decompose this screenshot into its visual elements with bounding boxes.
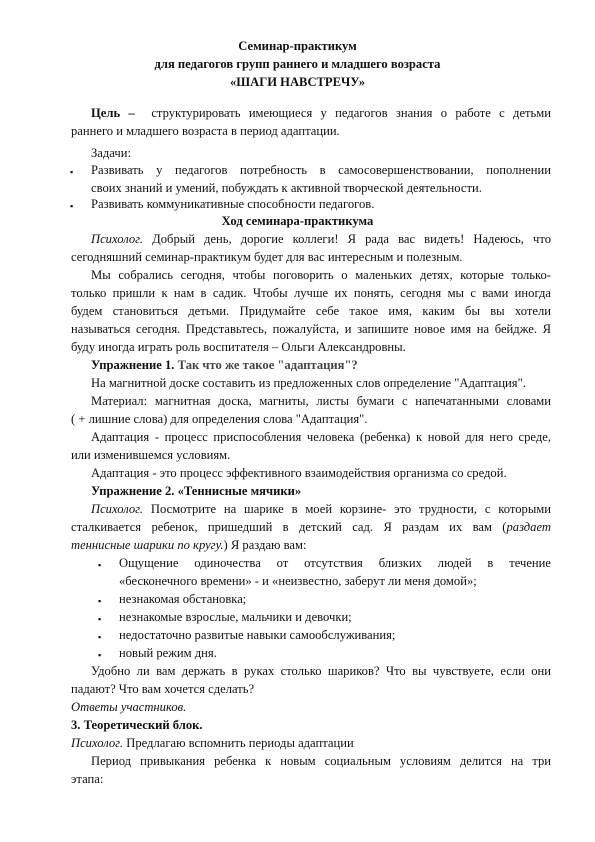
title-line-1: Семинар-практикум (238, 39, 357, 53)
bullet-icon: ▪ (70, 201, 74, 211)
goal-line-1 (91, 105, 551, 123)
bullet-icon: ▪ (98, 650, 102, 660)
exercise-2-line-3 (71, 537, 551, 555)
exercise-2-line-1 (91, 501, 551, 519)
theory-line-2: Период привыкания ребенка к новым социальным условиям делится на три (91, 754, 551, 768)
intro-line-4: только пришли к нам в садик. Чтобы лучше их понять, сегодня мы с вами иногда (71, 286, 551, 300)
goal-text-1: структурировать имеющиеся у педагогов знания о работе с детьми (151, 106, 552, 120)
section-title-progress: Ход семинара-практикума (221, 214, 374, 228)
task-2: Развивать коммуникативные способности педагогов. (91, 197, 375, 211)
intro-line-2: сегодняшний семинар-практикум будет для вас интересным и полезным. (71, 250, 463, 264)
task-1-line-2: своих знаний и умений, побуждать к активной творческой деятельности. (91, 181, 482, 195)
theory-text-1: Предлагаю вспомнить периоды адаптации (126, 736, 354, 750)
bullet-icon: ▪ (98, 632, 102, 642)
intro-line-1 (91, 231, 551, 249)
title-line-3: «ШАГИ НАВСТРЕЧУ» (229, 75, 366, 89)
bullet-icon: ▪ (70, 167, 74, 177)
exercise-1-line-4: Адаптация - процесс приспособления человека (ребенка) к новой для него среде, (91, 430, 551, 444)
exercise-2-text-2b: раздает (506, 520, 551, 534)
difficulty-4: недостаточно развитые навыки самообслуживания; (119, 628, 396, 642)
exercise-1-question: Так что же такое "адаптация"? (177, 358, 358, 372)
exercise-1-line-2: Материал: магнитная доска, магниты, листы бумаги с напечатанными словами (91, 394, 551, 408)
speaker-label: Психолог. (71, 736, 124, 750)
bullet-icon: ▪ (98, 614, 102, 624)
exercise-1-label: Упражнение 1. (91, 358, 175, 372)
exercise-1-line-5: или изменившемся условиям. (71, 448, 231, 462)
difficulty-5: новый режим дня. (119, 646, 217, 660)
goal-line-2: раннего и младшего возраста в период адаптации. (71, 124, 340, 138)
speaker-label: Психолог. (91, 232, 144, 246)
exercise-2-line-2 (71, 519, 551, 537)
difficulty-1-line-1: Ощущение одиночества от отсутствия близких людей в течение (119, 556, 551, 570)
speaker-label: Психолог. (91, 502, 144, 516)
tasks-label: Задачи: (91, 146, 131, 160)
exercise-2-text-2a: сталкивается ребенок, пришедший в детский сад. Я раздам их вам ( (71, 520, 507, 534)
task-1-line-1: Развивать у педагогов потребность в самосовершенствовании, пополнении (91, 163, 551, 177)
exercise-2-text-3a: теннисные шарики по кругу. (71, 538, 224, 552)
title-line-2: для педагогов групп раннего и младшего возраста (154, 57, 441, 71)
exercise-2-question-1: Удобно ли вам держать в руках столько шариков? Что вы чувствуете, если они (91, 664, 551, 678)
theory-line-1 (71, 735, 551, 753)
exercise-2-text-3b: ) Я раздаю вам: (223, 538, 307, 552)
exercise-2-question-2: падают? Что вам хочется сделать? (71, 682, 255, 696)
intro-line-6: называться сегодня. Представьтесь, пожалуйста, и запишите новое имя на бейдже. Я (71, 322, 551, 336)
theory-line-3: этапа: (71, 772, 104, 786)
goal-label: Цель – (91, 106, 135, 120)
intro-line-7: буду иногда играть роль воспитателя – Ольги Александровны. (71, 340, 406, 354)
exercise-1-line-3: ( + лишние слова) для определения слова "Адаптация". (71, 412, 368, 426)
exercise-1-line-6: Адаптация - это процесс эффективного взаимодействия организма со средой. (91, 466, 507, 480)
exercise-2-text-1: Посмотрите на шарике в моей корзине- это трудности, с которыми (150, 502, 551, 516)
exercise-1-heading (91, 357, 551, 375)
intro-line-5: будем становиться детьми. Придумайте себе такое имя, каким бы вы хотели (71, 304, 551, 318)
intro-line-3: Мы собрались сегодня, чтобы поговорить о маленьких детях, которые только- (91, 268, 551, 282)
difficulty-1-line-2: «бесконечного времени» - и «неизвестно, заберут ли меня домой»; (119, 574, 477, 588)
exercise-1-line-1: На магнитной доске составить из предложенных слов определение "Адаптация". (91, 376, 526, 390)
participants-answers: Ответы участников. (71, 700, 187, 714)
theory-heading: 3. Теоретический блок. (71, 718, 203, 732)
exercise-2-heading: Упражнение 2. «Теннисные мячики» (91, 484, 302, 498)
difficulty-2: незнакомая обстановка; (119, 592, 247, 606)
bullet-icon: ▪ (98, 560, 102, 570)
difficulty-3: незнакомые взрослые, мальчики и девочки; (119, 610, 352, 624)
bullet-icon: ▪ (98, 596, 102, 606)
intro-text-1: Добрый день, дорогие коллеги! Я рада вас видеть! Надеюсь, что (152, 232, 551, 246)
